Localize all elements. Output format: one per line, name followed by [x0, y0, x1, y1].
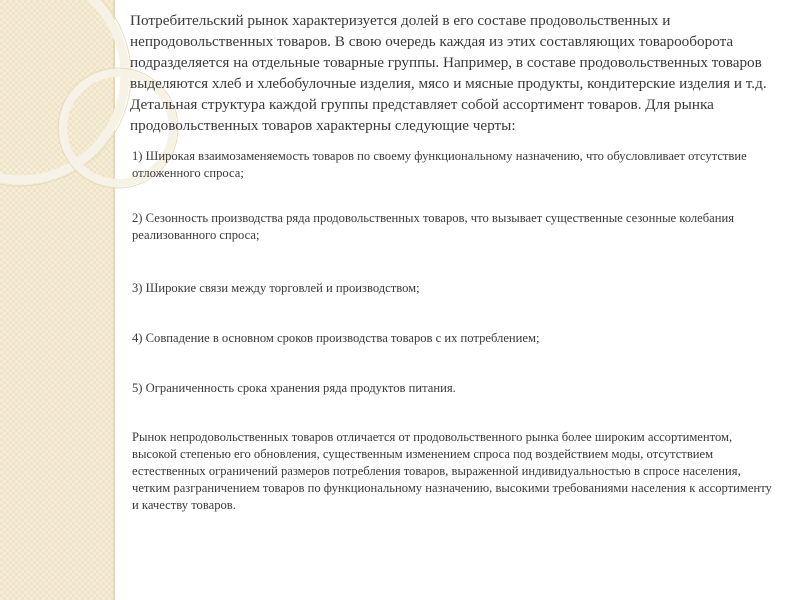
- feature-item-4: 4) Совпадение в основном сроков производства товаров с их потреблением;: [132, 331, 540, 345]
- large-ring: [0, 0, 125, 180]
- feature-item-1: 1) Широкая взаимозаменяемость товаров по своему функциональному назначению, что обусловливает отсутствие отложенного спроса;: [132, 149, 747, 180]
- closing-paragraph: Рынок непродовольственных товаров отличается от продовольственного рынка более широким ассортиментом, высокой степенью его обновления, существенным изменением спроса под воздействием моды, отсутствием естественных ограничений размеров потребления товаров, выраженной индивидуальностью в спросе населения, четким разграничением товаров по функциональному назначению, высокими требованиями населения к ассортименту и качеству товаров.: [132, 430, 772, 512]
- feature-item-5: 5) Ограниченность срока хранения ряда продуктов питания.: [132, 381, 456, 395]
- slide-content: [130, 10, 780, 514]
- feature-item-3: 3) Широкие связи между торговлей и производством;: [132, 281, 420, 295]
- intro-paragraph: Потребительский рынок характеризуется долей в его составе продовольственных и непродовольственных товаров. В свою очередь каждая из этих составляющих товарооборота подразделяется на отдельные товарные группы. Например, в составе продовольственных товаров выделяются хлеб и хлебобулочные изделия, мясо и мясные продукты, кондитерские изделия и т.д. Детальная структура каждой группы представляет собой ассортимент товаров. Для рынка продовольственных товаров характерны следующие черты:: [130, 12, 767, 134]
- feature-item-2: 2) Сезонность производства ряда продовольственных товаров, что вызывает существенные сезонные колебания реализованного спроса;: [132, 211, 735, 242]
